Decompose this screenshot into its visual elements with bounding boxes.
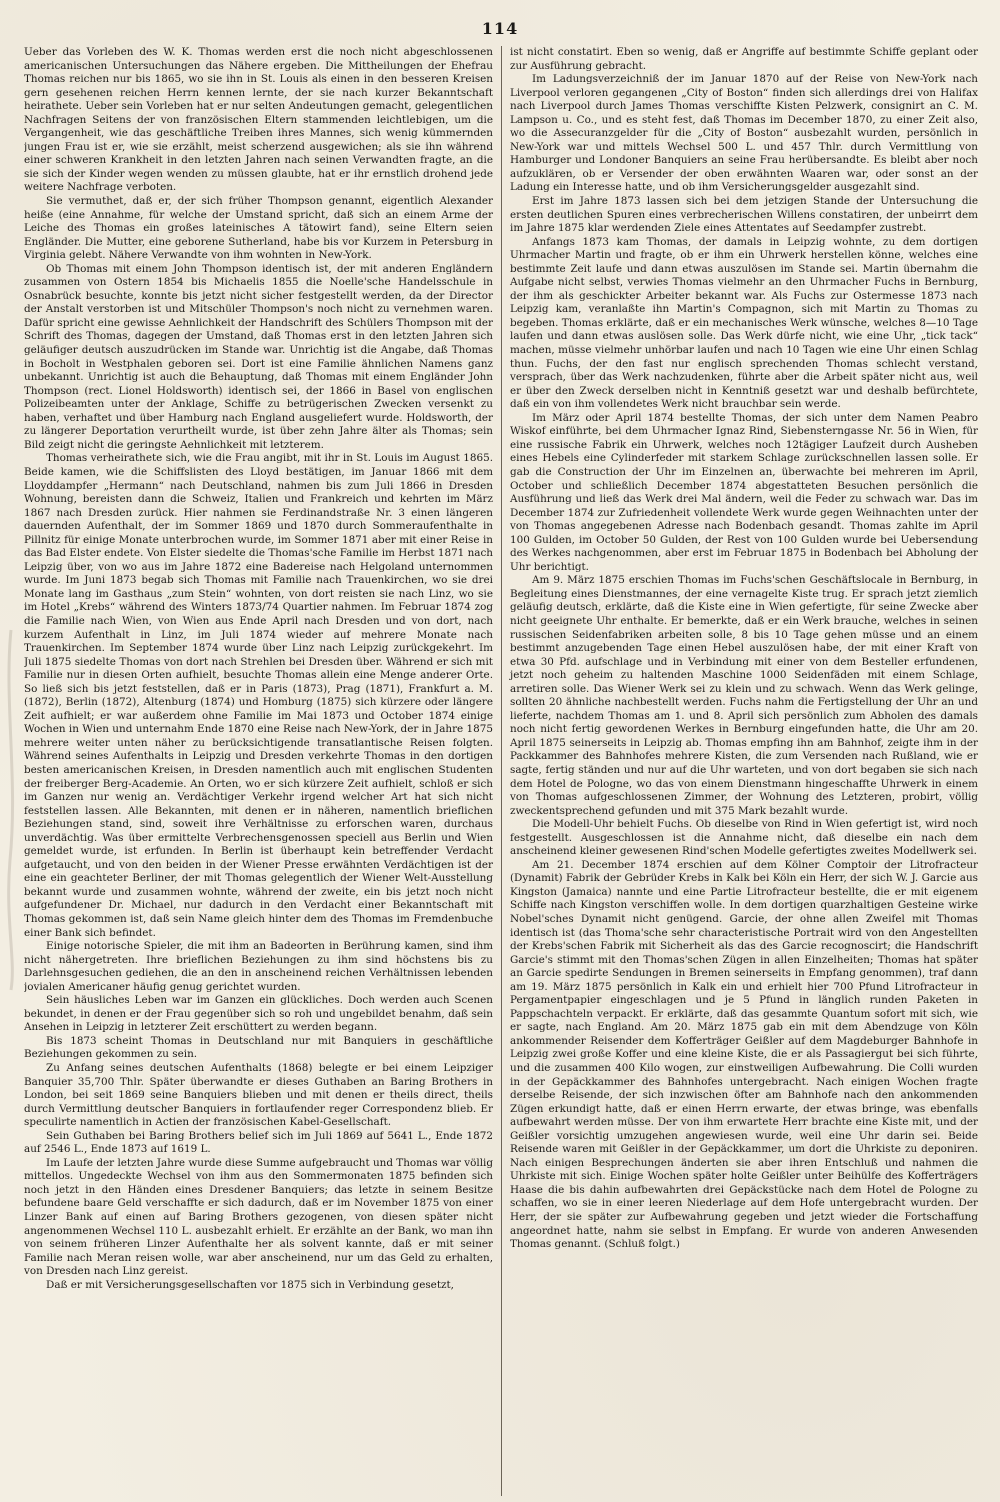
right-column: [501, 46, 978, 1496]
paragraph: Bis 1873 scheint Thomas in Deutschland nur mit Banquiers in geschäftliche Beziehungen gekommen zu sein.: [24, 1034, 493, 1061]
paragraph: Die Modell-Uhr behielt Fuchs. Ob dieselbe von Rind in Wien gefertigt ist, wird noch festgestellt. Ausgeschlossen ist die Annahme nicht, daß dieselbe ein nach dem anscheinend kleiner gewesenen Rind'schen Modelle gefertigtes zweites Modellwerk sei.: [510, 818, 978, 858]
paragraph: Anfangs 1873 kam Thomas, der damals in Leipzig wohnte, zu dem dortigen Uhrmacher Martin und fragte, ob er ihm ein Uhrwerk herstellen könne, welches eine bestimmte Zeit laufe und dann etwas auszulösen im Stande sei. Martin übernahm die Aufgabe nicht selbst, verwies Thomas vielmehr an den Uhrmacher Fuchs in Bernburg, der ihm als geschickter Arbeiter bekannt war. Als Fuchs zur Ostermesse 1873 nach Leipzig kam, veranlaßte ihn Martin's Compagnon, sich mit Martin zu Thomas zu begeben. Thomas erklärte, daß er ein mechanisches Werk wünsche, welches 8—10 Tage laufen und dann etwas auslösen solle. Das Werk dürfe nicht, wie eine Uhr, „tick tack“ machen, müsse vielmehr unhörbar laufen und nach 10 Tagen wie eine Uhr einen Schlag thun. Fuchs, der den fast nur englisch sprechenden Thomas schlecht verstand, versprach, über das Werk nachzudenken, führte aber die Arbeit später nicht aus, weil er über den Zweck derselben nicht in Kenntniß gesetzt war und deshalb befürchtete, daß ein von ihm vollendetes Werk nicht brauchbar sein werde.: [510, 235, 978, 411]
paragraph: Zu Anfang seines deutschen Aufenthalts (1868) belegte er bei einem Leipziger Banquier 35,700 Thlr. Später überwandte er dieses Guthaben an Baring Brothers in London, bei seit 1869 seine Banquiers blieben und mit denen er theils direct, theils durch Vermittlung deutscher Banquiers in fortlaufender reger Correspondenz blieb. Er speculirte namentlich in Actien der französischen Kabel-Gesellschaft.: [24, 1062, 493, 1129]
paragraph: Im Laufe der letzten Jahre wurde diese Summe aufgebraucht und Thomas war völlig mittellos. Ungedeckte Wechsel von ihm aus den Sommermonaten 1875 befinden sich noch jetzt in den Händen eines Dresdener Banquiers; das letzte in seinem Besitze befundene baare Geld verschaffte er sich dadurch, daß er im November 1875 von einer Linzer Bank auf einen auf Baring Brothers gezogenen, von diesen später nicht angenommenen Wechsel 110 L. ausbezahlt erhielt. Er erzählte an der Bank, wo man ihn von seinem früheren Linzer Aufenthalte her als solvent kannte, daß er mit seiner Familie nach Meran reisen wolle, war aber anscheinend, nur um das Geld zu erhalten, von Dresden nach Linz gereist.: [24, 1156, 493, 1278]
paragraph: Ueber das Vorleben des W. K. Thomas werden erst die noch nicht abgeschlossenen americanischen Untersuchungen das Nähere ergeben. Die Mittheilungen der Ehefrau Thomas reichen nur bis 1865, wo sie ihn in St. Louis als einen in den besseren Kreisen gern gesehenen reichen Herrn kennen lernte, der sie nach kurzer Bekanntschaft heirathete. Ueber sein Vorleben hat er nur selten Andeutungen gemacht, gelegentlichen Nachfragen Seitens der von französischen Eltern stammenden leichtlebigen, um die Vergangenheit, wie das geschäftliche Treiben ihres Mannes, sich wenig kümmernden jungen Frau ist er, wie sie erzählt, meist scherzend ausgewichen; als sie ihn während einer schweren Krankheit in den letzten Jahren nach seinen Verwandten fragte, an die sie sich der Kinder wegen wenden zu müssen glaubte, hat er ihr ernstlich drohend jede weitere Nachfrage verboten.: [24, 46, 493, 194]
paragraph: ist nicht constatirt. Eben so wenig, daß er Angriffe auf bestimmte Schiffe geplant oder zur Ausführung gebracht.: [510, 46, 978, 72]
paragraph: Am 21. December 1874 erschien auf dem Kölner Comptoir der Litrofracteur (Dynamit) Fabrik der Gebrüder Krebs in Kalk bei Köln ein Herr, der sich W. J. Garcie aus Kingston (Jamaica) nannte und eine Partie Litrofracteur bestellte, die er mit eigenem Schiffe nach Kingston verschiffen wolle. In dem dortigen quarzhaltigen Gesteine wirke Nobel'sches Dynamit nicht genügend. Garcie, der ohne allen Zweifel mit Thomas identisch ist (das Thoma'sche sehr characteristische Portrait wird von den Angestellten der Krebs'schen Fabrik mit Sicherheit als das des Garcie recognoscirt; die Handschrift Garcie's stimmt mit den Thomas'schen Zügen in allen Einzelheiten; Thomas hat später an Garcie spedirte Sendungen in Bremen seinerseits in Empfang genommen), traf dann am 19. März 1875 persönlich in Kalk ein und erhielt hier 700 Pfund Litrofracteur in Pergamentpapier eingeschlagen und je 5 Pfund in länglich runden Paketen in Pappschachteln verpackt. Er erklärte, daß das gesammte Quantum sofort mit sich, wie er sagte, nach England. Am 20. März 1875 gab ein mit dem Abendzuge von Köln ankommender Reisender dem Kofferträger Geißler auf dem Magdeburger Bahnhofe in Leipzig zwei große Koffer und eine kleine Kiste, die er als Passagiergut bei sich führte, und die zusammen 400 Kilo wogen, zur einstweiligen Aufbewahrung. Die Colli wurden in der Gepäckkammer des Bahnhofes untergebracht. Nach einigen Wochen fragte derselbe Reisende, der sich inzwischen öfter am Bahnhofe nach den ankommenden Zügen erkundigt hatte, daß er einen Herrn erwarte, der etwas bringe, was ebenfalls aufbewahrt werden müsse. Der von ihm erwartete Herr brachte eine Kiste mit, und der Geißler vorsichtig umzugehen angewiesen wurde, weil eine Uhr darin sei. Beide Reisende waren mit Geißler in der Gepäckkammer, um dort die Uhrkiste zu deponiren. Nach einigen Besprechungen änderten sie aber ihren Entschluß und nahmen die Uhrkiste mit sich. Einige Wochen später holte Geißler unter Beihülfe des Kofferträgers Haase die bis dahin aufbewahrten drei Gepäckstücke nach dem Hotel de Pologne zu schaffen, wo sie in einer leeren Niederlage auf dem Hofe untergebracht wurden. Der Herr, der sie später zur Aufbewahrung gegeben und jetzt wieder die Fortschaffung angeordnet hatte, nahm sie selbst in Empfang. Er wurde von anderen Anwesenden Thomas genannt. (Schluß folgt.): [510, 858, 978, 1251]
paragraph: Am 9. März 1875 erschien Thomas im Fuchs'schen Geschäftslocale in Bernburg, in Begleitung eines Dienstmannes, der eine vernagelte Kiste trug. Er sprach jetzt ziemlich geläufig deutsch, erklärte, daß die Kiste eine in Wien gefertigte, für seine Zwecke aber nicht geeignete Uhr enthalte. Er bemerkte, daß er ein Werk brauche, welches in seinen russischen Seidenfabriken arbeiten solle, 8 bis 10 Tage gehen müsse und an einem bestimmt anzugebenden Tage einen Hebel auszulösen habe, der mit einer Kraft von etwa 30 Pfd. aufschlage und in Verbindung mit einer von dem Besteller erfundenen, jetzt noch geheim zu haltenden Maschine 1000 Seidenfäden mit einem Schlage, arretiren solle. Das Wiener Werk sei zu klein und zu schwach. Wenn das Werk gelinge, sollten 20 ähnliche nachbestellt werden. Fuchs nahm die Fertigstellung der Uhr an und lieferte, nachdem Thomas am 1. und 8. April sich persönlich zum Abholen des damals noch nicht fertig gewordenen Werkes in Bernburg eingefunden hatte, die Uhr am 20. April 1875 seinerseits in Leipzig ab. Thomas empfing ihn am Bahnhof, zeigte ihm in der Packkammer des Bahnhofes mehrere Kisten, die zum Versenden nach Rußland, wie er sagte, fertig ständen und nur auf die Uhr warteten, und von dort begaben sie sich nach dem Hotel de Pologne, wo das von einem Dienstmann hingeschaffte Uhrwerk in einem von Thomas aufgeschlossenen Zimmer, der Wohnung des Letzteren, probirt, völlig zweckentsprechend gefunden und mit 375 Mark bezahlt wurde.: [510, 574, 978, 817]
paragraph: Ob Thomas mit einem John Thompson identisch ist, der mit anderen Engländern zusammen von Ostern 1854 bis Michaelis 1855 die Noelle'sche Handelsschule in Osnabrück besuchte, konnte bis jetzt nicht sicher festgestellt werden, da der Director der Anstalt verstorben ist und Mitschüler Thompson's noch nicht zu vernehmen waren. Dafür spricht eine gewisse Aehnlichkeit der Handschrift des Schülers Thompson mit der Schrift des Thomas, dagegen der Umstand, daß Thomas erst in den letzten Jahren sich geläufiger deutsch auszudrücken im Stande war. Unrichtig ist die Angabe, daß Thomas in Bocholt in Westphalen geboren sei. Dort ist eine Familie ähnlichen Namens ganz unbekannt. Unrichtig ist auch die Behauptung, daß Thomas mit einem Engländer John Thompson (rect. Lionel Holdsworth) identisch sei, der 1866 in Basel von englischen Polizeibeamten unter der Anklage, Schiffe zu betrügerischen Zwecken versenkt zu haben, verhaftet und über Hamburg nach England ausgeliefert wurde. Holdsworth, der zu längerer Deportation verurtheilt wurde, ist über zehn Jahre älter als Thomas; sein Bild zeigt nicht die geringste Aehnlichkeit mit letzterem.: [24, 262, 493, 451]
paragraph: Sie vermuthet, daß er, der sich früher Thompson genannt, eigentlich Alexander heiße (eine Annahme, für welche der Umstand spricht, daß sich an einem Arme der Leiche des Thomas ein großes lateinisches A tätowirt fand), seine Eltern seien Engländer. Die Mutter, eine geborene Sutherland, habe bis vor Kurzem in Petersburg in Virginia gelebt. Nähere Verwandte von ihm wohnten in New-York.: [24, 195, 493, 262]
paragraph: Sein häusliches Leben war im Ganzen ein glückliches. Doch werden auch Scenen bekundet, in denen er der Frau gegenüber sich so roh und ungebildet benahm, daß sein Ansehen in Leipzig in letzterer Zeit erschüttert zu werden begann.: [24, 994, 493, 1034]
page-number: 114: [481, 19, 519, 38]
article-columns: [24, 46, 980, 1496]
paragraph: Daß er mit Versicherungsgesellschaften vor 1875 sich in Verbindung gesetzt,: [46, 1278, 454, 1291]
paragraph: Im Ladungsverzeichniß der im Januar 1870 auf der Reise von New-York nach Liverpool verloren gegangenen „City of Boston“ finden sich allerdings drei von Halifax nach Liverpool durch James Thomas verschiffte Kisten Pelzwerk, consignirt an C. M. Lampson u. Co., und es steht fest, daß Thomas im December 1870, zu einer Zeit also, wo die Assecuranzgelder für die „City of Boston“ ausbezahlt wurden, persönlich in New-York war und mittels Wechsel 500 L. und 457 Thlr. durch Vermittlung von Hamburger und Londoner Banquiers an seine Frau herübersandte. Es bleibt aber noch aufzuklären, ob er Versender der oben erwähnten Waaren war, oder sonst an der Ladung ein Interesse hatte, und ob ihm Versicherungsgelder ausgezahlt sind.: [510, 73, 978, 194]
paragraph: Erst im Jahre 1873 lassen sich bei dem jetzigen Stande der Untersuchung die ersten deutlichen Spuren eines verbrecherischen Willens constatiren, der unbeirrt dem im Jahre 1875 klar werdenden Ziele eines Attentates auf Seedampfer zustrebt.: [510, 195, 978, 235]
paragraph: Im März oder April 1874 bestellte Thomas, der sich unter dem Namen Peabro Wiskof einführte, bei dem Uhrmacher Ignaz Rind, Siebensterngasse Nr. 56 in Wien, für eine russische Fabrik ein Uhrwerk, welches noch 12tägiger Laufzeit durch Ausheben eines Hebels eine Cylinderfeder mit starkem Schlage zurückschnellen lassen solle. Er gab die Construction der Uhr im Einzelnen an, überwachte bei mehreren im April, October und schließlich December 1874 abgestatteten Besuchen persönlich die Ausführung und ließ das Werk drei Mal ändern, weil die Feder zu schwach war. Das im December 1874 zur Zufriedenheit vollendete Werk wurde gegen Weihnachten unter der von Thomas angegebenen Adresse nach Bodenbach gesandt. Thomas zahlte im April 100 Gulden, im October 50 Gulden, der Rest von 100 Gulden wurde bei Uebersendung des Werkes nachgenommen, aber erst im Februar 1875 in Bodenbach bei Abholung der Uhr berichtigt.: [510, 411, 978, 573]
left-column: [24, 46, 501, 1496]
paragraph: Sein Guthaben bei Baring Brothers belief sich im Juli 1869 auf 5641 L., Ende 1872 auf 2546 L., Ende 1873 auf 1619 L.: [24, 1129, 493, 1156]
paragraph: Thomas verheirathete sich, wie die Frau angibt, mit ihr in St. Louis im August 1865. Beide kamen, wie die Schiffslisten des Lloyd bestätigen, im Januar 1866 mit dem Lloyddampfer „Hermann“ nach Deutschland, nahmen bis zum Juli 1866 in Dresden Wohnung, bereisten dann die Schweiz, Italien und Frankreich und kehrten im März 1867 nach Dresden zurück. Hier nahmen sie Ferdinandstraße Nr. 3 einen längeren dauernden Aufenthalt, der im Sommer 1869 und 1870 durch Sommeraufenthalte in Pillnitz für einige Monate unterbrochen wurde, im Sommer 1871 aber mit einer Reise in das Bad Elster endete. Von Elster siedelte die Thomas'sche Familie im Herbst 1871 nach Leipzig über, von wo aus im Jahre 1872 eine Badereise nach Helgoland unternommen wurde. Im Juni 1873 begab sich Thomas mit Familie nach Trauenkirchen, wo sie drei Monate lang im Gasthaus „zum Stein“ wohnten, von dort reisten sie nach Linz, wo sie im Hotel „Krebs“ während des Winters 1873/74 Quartier nahmen. Im Februar 1874 zog die Familie nach Wien, von Wien aus Ende April nach Dresden und von dort, nach kurzem Aufenthalt in Linz, im Juli 1874 wieder auf mehrere Monate nach Trauenkirchen. Im September 1874 wurde über Linz nach Leipzig zurückgekehrt. Im Juli 1875 siedelte Thomas von dort nach Strehlen bei Dresden über. Während er sich mit Familie nur in diesen Orten aufhielt, besuchte Thomas allein eine Menge anderer Orte. So ließ sich bis jetzt feststellen, daß er in Paris (1873), Prag (1871), Frankfurt a. M. (1872), Berlin (1872), Altenburg (1874) und Homburg (1875) sich kürzere oder längere Zeit aufhielt; er war außerdem ohne Familie im Mai 1873 und October 1874 einige Wochen in Wien und unternahm Ende 1870 eine Reise nach New-York, der in Jahre 1875 mehrere weiter unten näher zu berücksichtigende transatlantische Reisen folgten. Während seines Aufenthalts in Leipzig und Dresden verkehrte Thomas in den dortigen besten americanischen Kreisen, in Dresden namentlich auch mit englischen Studenten der freiberger Berg-Academie. An Orten, wo er sich kürzere Zeit aufhielt, schloß er sich im Ganzen nur wenig an. Verdächtiger Verkehr irgend welcher Art hat sich nicht feststellen lassen. Alle Bekannten, mit denen er in näheren, namentlich brieflichen Beziehungen stand, sind, soweit ihre Verhältnisse zu erforschen waren, durchaus unverdächtig. Was über ermittelte Verbrechensgenossen speciell aus Berlin und Wien gemeldet wurde, ist erfunden. In Berlin ist überhaupt kein betreffender Verdacht aufgetaucht, und von den beiden in der Wiener Presse erwähnten Verdächtigen ist der eine ein geachteter Berliner, der mit Thomas gelegentlich der Wiener Welt-Ausstellung bekannt wurde und zusammen wohnte, während der zweite, ein bis jetzt noch nicht aufgefundener Dr. Michael, nur dadurch in den Verdacht einer Bekanntschaft mit Thomas gekommen ist, daß sein Name gleich hinter dem des Thomas im Fremdenbuche einer Bank sich befindet.: [24, 452, 493, 939]
faded-stamp-mark: [2, 620, 20, 1000]
paragraph: Einige notorische Spieler, die mit ihm an Badeorten in Berührung kamen, sind ihm nicht nähergetreten. Ihre brieflichen Beziehungen zu ihm sind höchstens bis zu Darlehnsgesuchen gediehen, die an den in anscheinend reichen Verhältnissen lebenden jovialen Americaner häufig genug gerichtet wurden.: [24, 940, 493, 993]
